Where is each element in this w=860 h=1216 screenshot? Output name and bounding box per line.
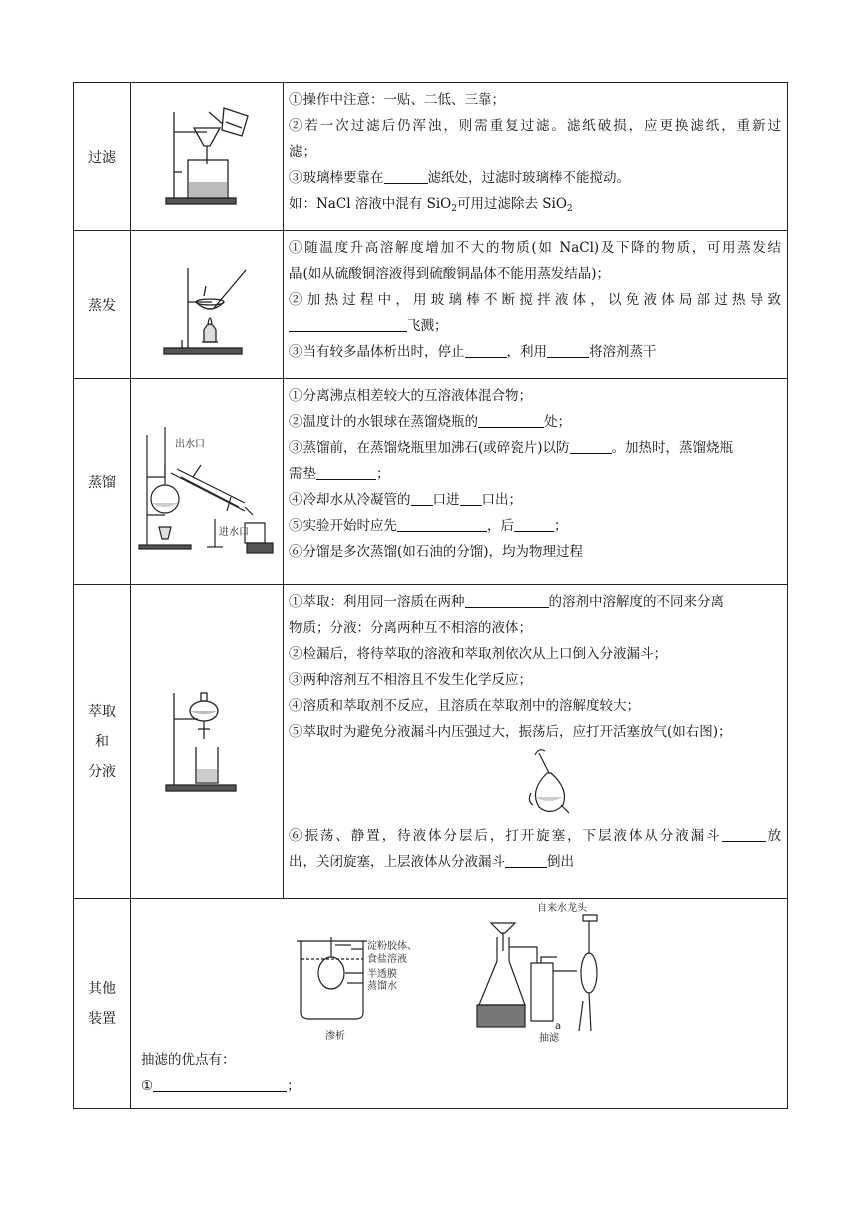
note-text: ，利用 [506,344,547,360]
distillation-notes [284,379,788,585]
suction-caption: 抽滤 [539,1033,559,1043]
answer-blank [514,515,554,532]
row-other [74,899,788,1109]
note-text: 处； [544,414,571,430]
note-line: ③两种溶剂互不相溶且不发生化学反应； [289,672,532,688]
tap-label: 自来水龙头 [537,903,587,914]
evaporation-apparatus-icon [152,250,262,360]
method-label-part: 其他 [88,980,116,997]
answer-blank [153,1075,287,1092]
method-label: 蒸发 [74,231,131,379]
note-text: 如：NaCl 溶液中混有 SiO [289,196,452,212]
method-label [74,585,131,899]
row-filtration [74,83,788,231]
note-text: ②温度计的水银球在蒸馏烧瓶的 [289,414,478,430]
note-line [289,409,781,435]
subscript: 2 [566,204,573,214]
outlet-label: 出水口 [175,438,205,450]
other-apparatus-figures [291,901,651,1043]
row-evaporation [74,231,788,379]
row-distillation [74,379,788,585]
dialysis-caption: 渗析 [325,1031,345,1042]
answer-blank [722,825,766,842]
item-marker: ① [141,1078,154,1094]
other-apparatus-cell [131,899,788,1109]
dialysis-apparatus-icon [297,937,367,1019]
note-text: 将溶剂蒸干 [589,344,657,360]
answer-blank [547,341,589,358]
note-line: 滤； [289,144,316,160]
note-line [289,823,781,849]
answer-blank [384,167,428,184]
answer-blank [411,489,433,506]
dialysis-label: 食盐溶液 [367,954,407,965]
answer-blank [316,463,376,480]
note-line [289,487,781,513]
note-text: ③蒸馏前，在蒸馏烧瓶里加沸石(或碎瓷片)以防 [289,440,570,456]
note-line [289,191,781,217]
answer-blank [289,315,407,332]
dialysis-label: 半透膜 [367,969,397,980]
evaporation-notes [284,231,788,379]
note-line [289,589,781,615]
advantage-item [141,1073,301,1099]
note-line [289,165,781,191]
note-text: 需垫 [289,466,316,482]
note-text: ③当有较多晶体析出时，停止 [289,344,465,360]
note-line: ④溶质和萃取剂不反应，且溶质在萃取剂中的溶解度较大； [289,698,640,714]
method-label-part: 装置 [88,1010,116,1027]
outlet-a-label: a [555,1021,562,1032]
evaporation-apparatus-figure [131,231,284,379]
note-line: 晶(如从硫酸铜溶液得到硫酸铜晶体不能用蒸发结晶)； [289,266,611,282]
distillation-apparatus-figure [131,379,284,585]
note-line [289,435,781,461]
note-text: 口出； [481,492,522,508]
filtration-apparatus-figure [131,83,284,231]
note-line: ②检漏后，将待萃取的溶液和萃取剂依次从上口倒入分液漏斗； [289,646,667,662]
note-text: ⑥振荡、静置，待液体分层后，打开旋塞，下层液体从分液漏斗 [289,828,722,844]
answer-blank [397,515,487,532]
filtration-notes [284,83,788,231]
note-line: ①随温度升高溶解度增加不大的物质(如 NaCl)及下降的物质，可用蒸发结 [289,240,781,256]
note-text: 口进 [432,492,460,508]
separation-methods-table [73,82,788,1109]
method-label-part: 萃取 [88,703,116,720]
note-text: 倒出 [547,854,574,870]
row-extraction [74,585,788,899]
note-text: 滤纸处，过滤时玻璃棒不能搅动。 [427,170,630,186]
separatory-funnel-apparatus-figure [131,585,284,899]
method-label: 过滤 [74,83,131,231]
suction-filtration-icon [477,915,597,1031]
method-label-part: 分液 [88,763,116,780]
note-text: 。加热时，蒸馏烧瓶 [611,440,734,456]
method-label-part: 和 [95,733,109,750]
answer-blank [505,851,547,868]
subscript: 2 [451,204,457,214]
note-text: 的溶剂中溶解度的不同来分离 [548,594,724,610]
note-text: ⑤实验开始时应先 [289,518,397,534]
note-text: ； [376,466,390,482]
note-line [289,513,781,539]
note-text: 可用过滤除去 SiO [456,196,567,212]
note-text: ①萃取：利用同一溶质在两种 [289,594,465,610]
answer-blank [478,411,544,428]
answer-blank [460,489,482,506]
separatory-funnel-icon [152,687,262,797]
suction-advantages [141,1047,301,1099]
note-line: ②加热过程中，用玻璃棒不断搅拌液体，以免液体局部过热导致 [289,292,781,308]
distillation-apparatus-icon [135,407,279,557]
note-line: ①操作中注意：一贴、二低、三靠； [289,92,505,108]
note-line: 物质；分液：分离两种互不相溶的液体； [289,620,532,636]
note-line: ②若一次过滤后仍浑浊，则需重复过滤。滤纸破损，应更换滤纸，重新过 [289,118,781,134]
note-line [289,461,781,487]
note-text: ； [287,1078,301,1094]
note-text: ，后 [487,518,514,534]
dialysis-label: 淀粉胶体、 [367,941,417,952]
note-text: ③玻璃棒要靠在 [289,170,384,186]
note-line: ⑤萃取时为避免分液漏斗内压强过大，振荡后，应打开活塞放气(如右图)； [289,724,732,740]
note-line [289,849,781,875]
note-text: ④冷却水从冷凝管的 [289,492,411,508]
note-text: ； [554,518,568,534]
extraction-notes [284,585,788,899]
note-text: 放 [765,828,781,844]
venting-figure [289,745,781,823]
note-line [289,313,781,339]
method-label: 蒸馏 [74,379,131,585]
note-text: 飞溅； [407,318,448,334]
answer-blank [570,437,612,454]
dialysis-label: 蒸馏水 [367,981,397,992]
advantages-title: 抽滤的优点有： [141,1052,236,1068]
note-line: ⑥分馏是多次蒸馏(如石油的分馏)，均为物理过程 [289,544,584,560]
inlet-label: 进水口 [219,526,249,538]
note-text: 出，关闭旋塞，上层液体从分液漏斗 [289,854,505,870]
note-line [289,339,781,365]
answer-blank [465,341,507,358]
method-label [74,899,131,1109]
filtration-apparatus-icon [152,102,262,212]
funnel-venting-icon [521,745,581,821]
answer-blank [465,591,549,608]
note-line: ①分离沸点相差较大的互溶液体混合物； [289,388,532,404]
